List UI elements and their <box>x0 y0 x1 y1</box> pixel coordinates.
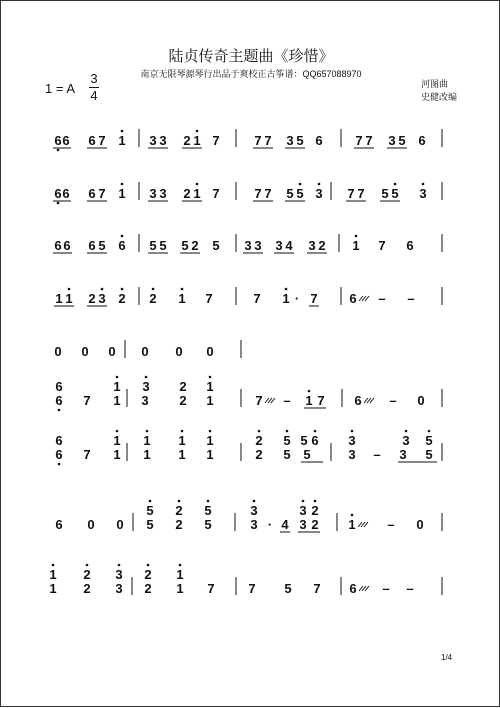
note: 2 <box>88 291 96 306</box>
note: 2 <box>118 291 126 306</box>
note: 1 <box>206 433 214 448</box>
octave-dot-high <box>121 130 124 133</box>
note: 6 <box>349 581 357 596</box>
note: 5 <box>283 447 291 462</box>
octave-dot-high <box>253 500 256 503</box>
octave-dot-high <box>145 376 148 379</box>
note: 1 <box>178 433 186 448</box>
note: 6 <box>62 133 70 148</box>
note: 2 <box>83 567 91 582</box>
note: 5 <box>284 581 292 596</box>
note: 2 <box>144 567 152 582</box>
note: 3 <box>115 581 123 596</box>
octave-dot-high <box>308 390 311 393</box>
note: 4 <box>281 517 289 532</box>
note: 3 <box>348 433 356 448</box>
octave-dot-high <box>178 500 181 503</box>
note: 2 <box>183 186 191 201</box>
note: 2 <box>191 238 199 253</box>
note: 2 <box>179 379 187 394</box>
note: 2 <box>149 291 157 306</box>
note: 7 <box>317 393 325 408</box>
note: 1 <box>113 433 121 448</box>
octave-dot-high <box>179 564 182 567</box>
octave-dot-high <box>318 183 321 186</box>
note: 5 <box>204 503 212 518</box>
note: 0 <box>87 517 95 532</box>
note: 7 <box>255 393 263 408</box>
note: 1 <box>65 291 73 306</box>
octave-dot-high <box>422 183 425 186</box>
note: 7 <box>355 133 363 148</box>
octave-dot-high <box>394 183 397 186</box>
octave-dot-high <box>116 430 119 433</box>
note: 3 <box>308 238 316 253</box>
note: 3 <box>159 133 167 148</box>
note: 4 <box>285 238 293 253</box>
note: 3 <box>348 447 356 462</box>
note: 3 <box>254 238 262 253</box>
octave-dot-high <box>207 500 210 503</box>
octave-dot-high <box>209 376 212 379</box>
note: 3 <box>388 133 396 148</box>
note: 3 <box>250 503 258 518</box>
note: 2 <box>255 433 263 448</box>
note: 2 <box>311 503 319 518</box>
octave-dot-high <box>181 430 184 433</box>
note: 6 <box>62 186 70 201</box>
note: 7 <box>212 186 220 201</box>
note: 7 <box>98 186 106 201</box>
note: 1 <box>348 517 356 532</box>
note: 1 <box>49 567 57 582</box>
note: 6 <box>88 186 96 201</box>
note: 5 <box>212 238 220 253</box>
note: 1 <box>193 133 201 148</box>
note: 7 <box>357 186 365 201</box>
note: 1 <box>113 379 121 394</box>
note: 3 <box>142 379 150 394</box>
note: 5 <box>283 433 291 448</box>
note: 3 <box>299 503 307 518</box>
note: 5 <box>296 133 304 148</box>
note: 3 <box>141 393 149 408</box>
note: 7 <box>264 186 272 201</box>
note: 1 <box>178 447 186 462</box>
octave-dot-high <box>314 500 317 503</box>
note: 1 <box>178 291 186 306</box>
note: 6 <box>55 433 63 448</box>
note: 3 <box>399 447 407 462</box>
note: 6 <box>55 379 63 394</box>
note: 5 <box>181 238 189 253</box>
note: 5 <box>286 186 294 201</box>
octave-dot-high <box>101 288 104 291</box>
note: 6 <box>54 133 62 148</box>
time-signature-bottom: 4 <box>90 88 98 103</box>
note: 1 <box>352 238 360 253</box>
note: 3 <box>299 517 307 532</box>
note: 0 <box>54 344 62 359</box>
note: 6 <box>54 238 62 253</box>
octave-dot-low <box>57 149 60 152</box>
note: 5 <box>425 433 433 448</box>
octave-dot-high <box>428 430 431 433</box>
octave-dot-high <box>149 500 152 503</box>
note: 1 <box>206 393 214 408</box>
note: 0 <box>175 344 183 359</box>
note: 7 <box>98 133 106 148</box>
note: – <box>382 581 390 596</box>
octave-dot-high <box>405 430 408 433</box>
note: 5 <box>149 238 157 253</box>
octave-dot-high <box>116 376 119 379</box>
note: 3 <box>98 291 106 306</box>
note: 1 <box>143 447 151 462</box>
note: 2 <box>83 581 91 596</box>
octave-dot-high <box>68 288 71 291</box>
octave-dot-high <box>314 430 317 433</box>
note: – <box>389 393 397 408</box>
note: 3 <box>275 238 283 253</box>
note: 7 <box>254 133 262 148</box>
octave-dot-high <box>52 564 55 567</box>
note: 0 <box>416 517 424 532</box>
octave-dot-high <box>286 430 289 433</box>
octave-dot-low <box>58 409 61 412</box>
note: 6 <box>63 238 71 253</box>
note: 7 <box>83 393 91 408</box>
note: 7 <box>310 291 318 306</box>
octave-dot-high <box>118 564 121 567</box>
note: 1 <box>113 447 121 462</box>
note: 7 <box>378 238 386 253</box>
note: 3 <box>149 186 157 201</box>
notation-canvas <box>1 1 500 708</box>
note: 7 <box>207 581 215 596</box>
note: 6 <box>349 291 357 306</box>
note: 2 <box>175 503 183 518</box>
composer-credit: 河图曲 <box>421 79 449 89</box>
note: 7 <box>83 447 91 462</box>
note: 3 <box>286 133 294 148</box>
octave-dot-high <box>351 430 354 433</box>
note: 7 <box>365 133 373 148</box>
octave-dot-high <box>209 430 212 433</box>
note: 5 <box>159 238 167 253</box>
note: 5 <box>296 186 304 201</box>
note: 6 <box>55 517 63 532</box>
note: – <box>407 291 415 306</box>
note: 1 <box>282 291 290 306</box>
note: 6 <box>406 238 414 253</box>
note: 1 <box>176 581 184 596</box>
note: 3 <box>315 186 323 201</box>
note: 1 <box>143 433 151 448</box>
note: 6 <box>311 433 319 448</box>
note: 6 <box>55 393 63 408</box>
note: 0 <box>141 344 149 359</box>
octave-dot-high <box>146 430 149 433</box>
note: 3 <box>419 186 427 201</box>
note: 0 <box>81 344 89 359</box>
note: 6 <box>88 238 96 253</box>
note: 7 <box>347 186 355 201</box>
octave-dot-low <box>57 202 60 205</box>
note: 0 <box>116 517 124 532</box>
octave-dot-high <box>299 183 302 186</box>
note: 5 <box>204 517 212 532</box>
note: 2 <box>144 581 152 596</box>
note: 3 <box>115 567 123 582</box>
note: 1 <box>206 379 214 394</box>
note: 0 <box>206 344 214 359</box>
note: – <box>373 447 381 462</box>
note: 1 <box>193 186 201 201</box>
octave-dot-high <box>121 288 124 291</box>
octave-dot-high <box>121 235 124 238</box>
octave-dot-high <box>181 288 184 291</box>
note: 3 <box>159 186 167 201</box>
note: – <box>378 291 386 306</box>
key-signature: 1 = A <box>45 81 75 96</box>
note: 5 <box>381 186 389 201</box>
note: 0 <box>417 393 425 408</box>
note: 7 <box>313 581 321 596</box>
note: 2 <box>255 447 263 462</box>
note: 1 <box>206 447 214 462</box>
note: 2 <box>318 238 326 253</box>
note: 2 <box>183 133 191 148</box>
page-title: 陆贞传奇主题曲《珍惜》 <box>168 48 334 65</box>
note: 2 <box>179 393 187 408</box>
note: – <box>387 517 395 532</box>
note: 6 <box>418 133 426 148</box>
octave-dot-high <box>196 130 199 133</box>
octave-dot-high <box>121 183 124 186</box>
note: 5 <box>398 133 406 148</box>
arranger-credit: 史健改编 <box>421 92 458 102</box>
note: 2 <box>311 517 319 532</box>
note: 5 <box>391 186 399 201</box>
note: · <box>267 517 273 532</box>
octave-dot-high <box>152 288 155 291</box>
page-subtitle: 南京无限琴源琴行出品于爽校正古筝谱：QQ657088970 <box>140 69 362 79</box>
note: 1 <box>113 393 121 408</box>
note: 6 <box>55 447 63 462</box>
note: 6 <box>315 133 323 148</box>
time-signature-top: 3 <box>90 71 98 86</box>
note: – <box>283 393 291 408</box>
note: 7 <box>212 133 220 148</box>
note: 6 <box>88 133 96 148</box>
octave-dot-low <box>58 463 61 466</box>
note: 5 <box>300 433 308 448</box>
note: 7 <box>253 291 261 306</box>
note: – <box>406 581 414 596</box>
octave-dot-high <box>196 183 199 186</box>
note: 3 <box>244 238 252 253</box>
note: 1 <box>176 567 184 582</box>
page-number: 1/4 <box>441 653 453 662</box>
note: 1 <box>305 393 313 408</box>
octave-dot-high <box>351 514 354 517</box>
note: 7 <box>248 581 256 596</box>
note: 5 <box>303 447 311 462</box>
note: 3 <box>149 133 157 148</box>
note: 6 <box>354 393 362 408</box>
note: 6 <box>54 186 62 201</box>
octave-dot-high <box>302 500 305 503</box>
note: 5 <box>146 503 154 518</box>
octave-dot-high <box>86 564 89 567</box>
note: 2 <box>175 517 183 532</box>
note: 6 <box>118 238 126 253</box>
note: 3 <box>250 517 258 532</box>
note: 5 <box>425 447 433 462</box>
note: 0 <box>108 344 116 359</box>
note: 7 <box>264 133 272 148</box>
note: 1 <box>49 581 57 596</box>
note: 1 <box>118 133 126 148</box>
octave-dot-high <box>355 235 358 238</box>
note: 1 <box>55 291 63 306</box>
note: 7 <box>205 291 213 306</box>
note: · <box>294 291 300 306</box>
note: 3 <box>402 433 410 448</box>
note: 5 <box>98 238 106 253</box>
note: 5 <box>146 517 154 532</box>
note: 1 <box>118 186 126 201</box>
octave-dot-high <box>285 288 288 291</box>
note: 7 <box>254 186 262 201</box>
octave-dot-high <box>258 430 261 433</box>
octave-dot-high <box>147 564 150 567</box>
